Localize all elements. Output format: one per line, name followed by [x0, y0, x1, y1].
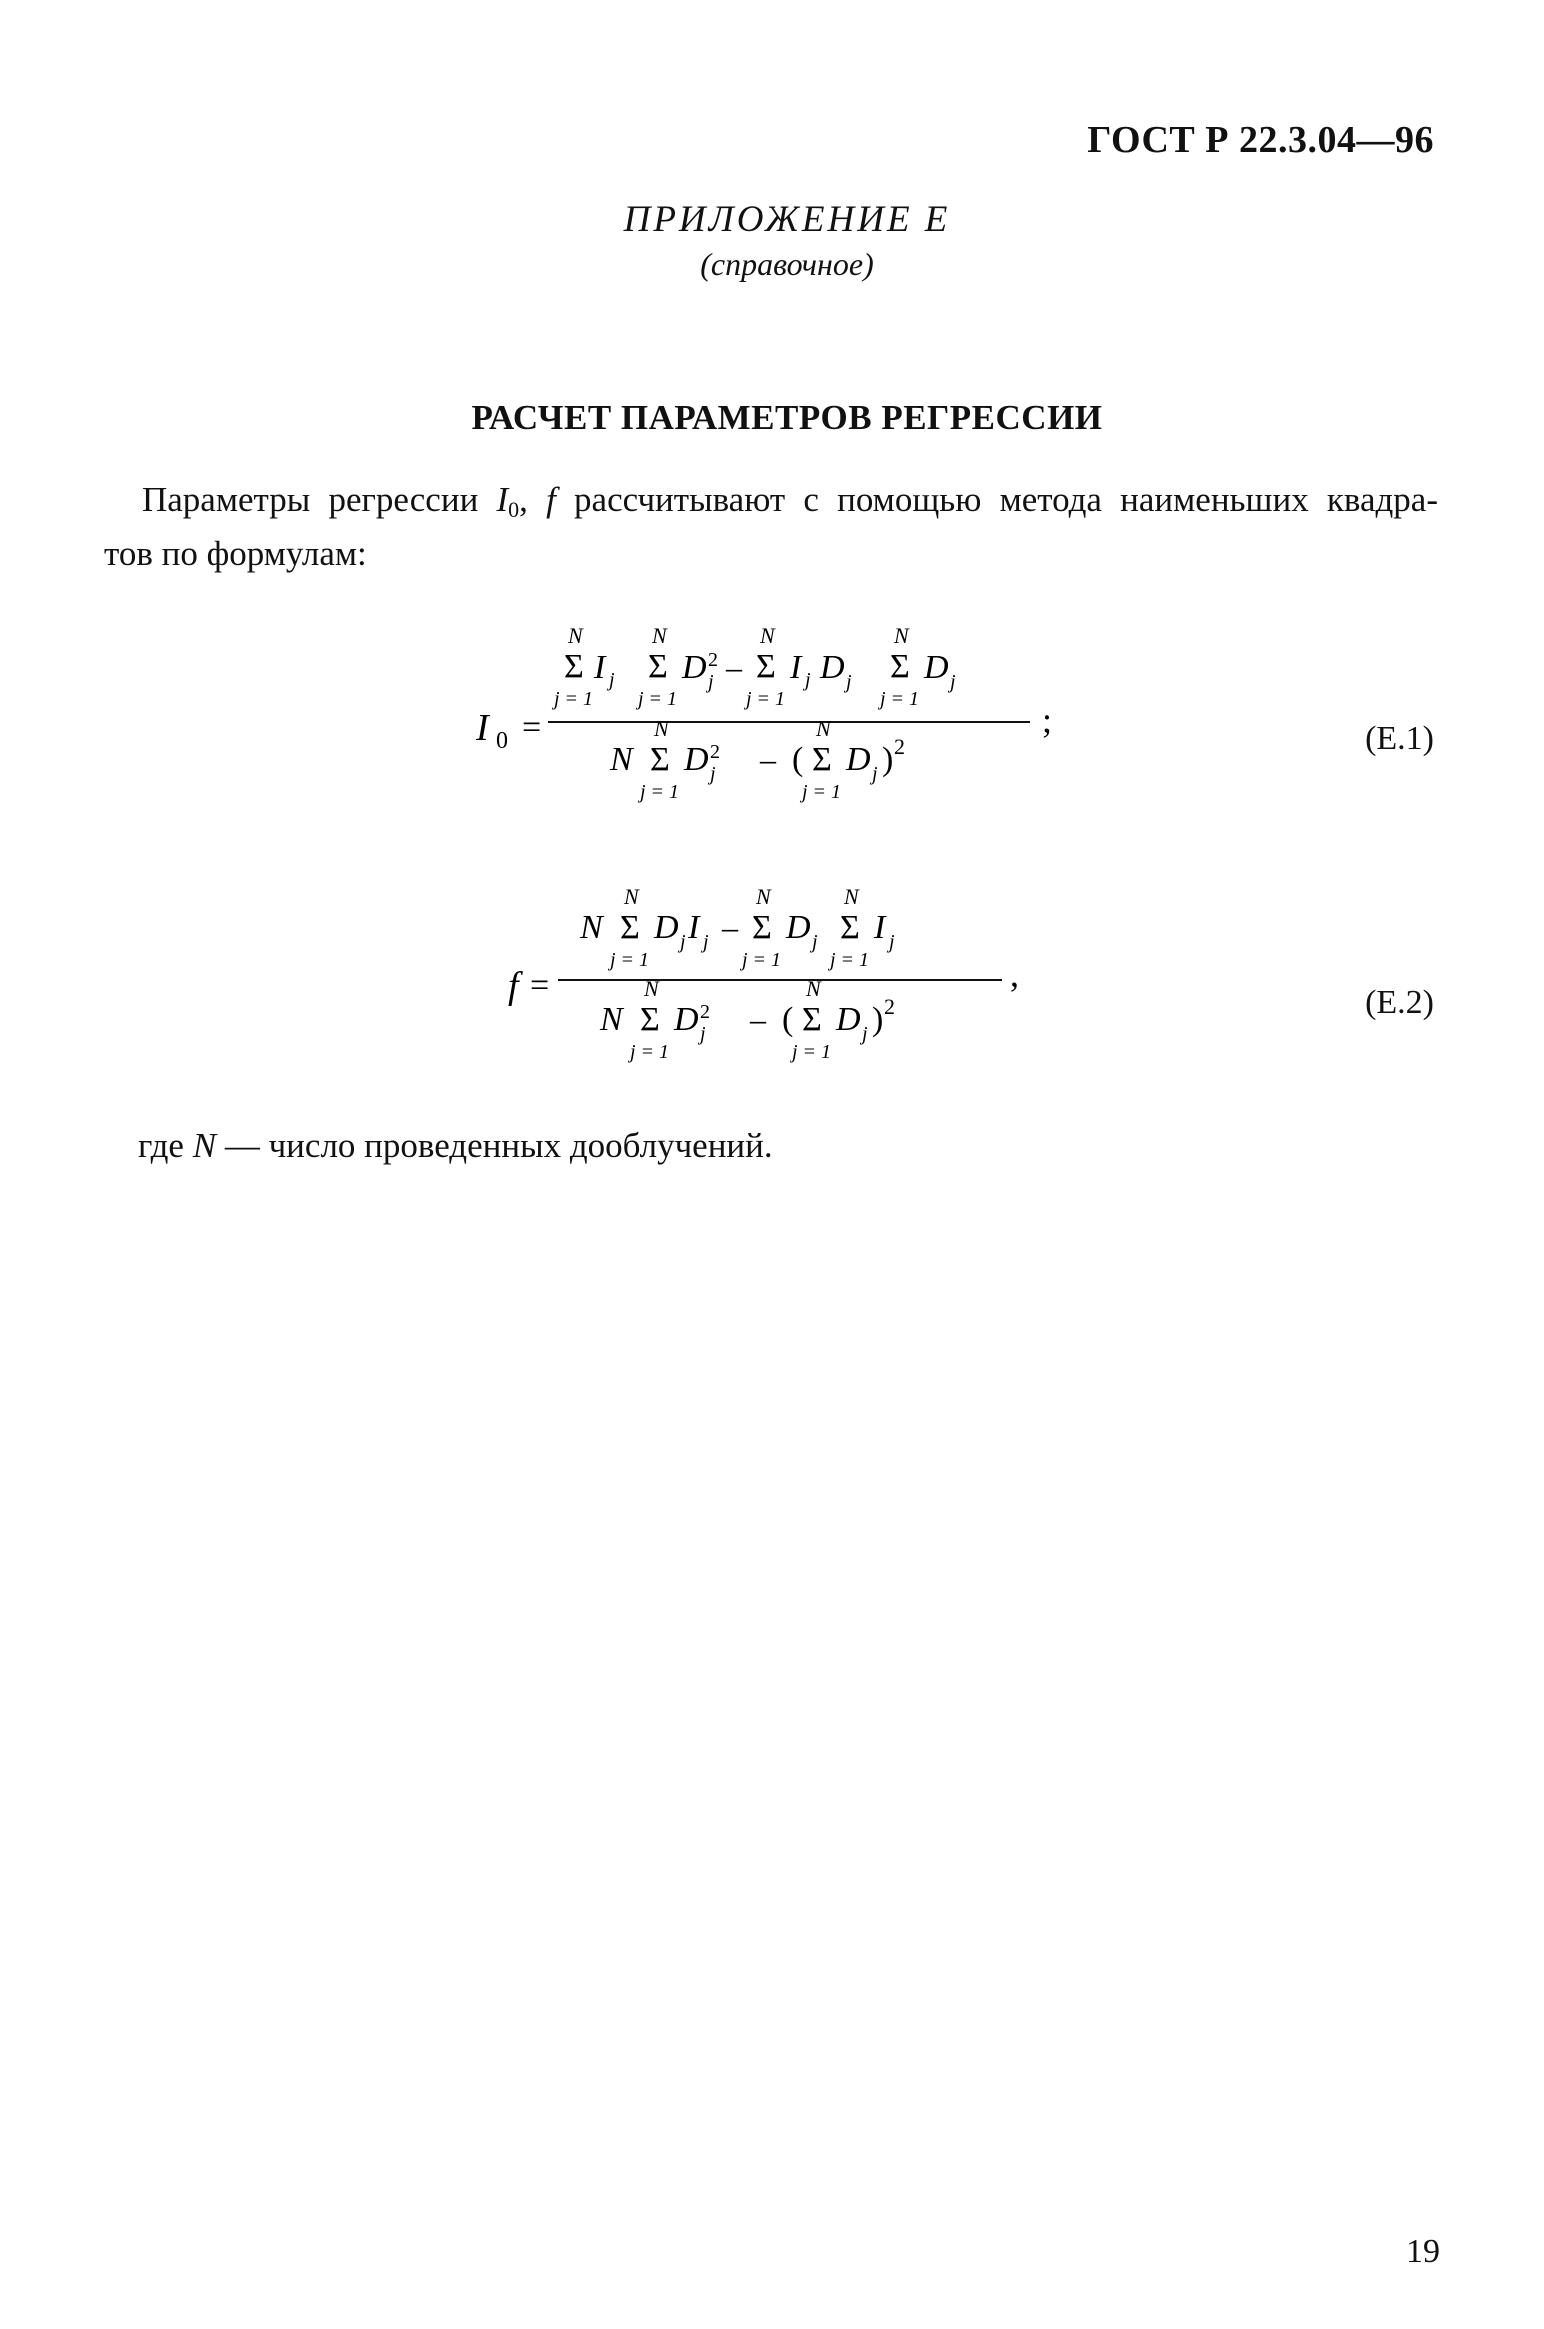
paren-close: ) — [882, 741, 894, 778]
sup-2: 2 — [894, 734, 905, 759]
sum-upper: N — [624, 884, 639, 909]
term-I: I — [790, 649, 802, 686]
terminator: , — [1010, 954, 1019, 994]
sum-lower: j = 1 — [746, 688, 786, 710]
page-number: 19 — [1406, 2233, 1440, 2270]
where-clause — [138, 1126, 773, 1166]
sup-2: 2 — [710, 741, 720, 763]
formula-e1-svg — [470, 610, 1090, 840]
paren-open: ( — [782, 1001, 794, 1038]
standard-header: ГОСТ Р 22.3.04—96 — [1087, 119, 1434, 161]
equation-label-e1: (E.1) — [1365, 720, 1434, 757]
var-f: f — [546, 480, 556, 519]
term-D: D — [924, 649, 949, 686]
term-N: N — [600, 1001, 623, 1038]
intro-line-2: тов по формулам: — [104, 534, 367, 573]
equals-sign: = — [522, 709, 542, 746]
sup-2: 2 — [884, 994, 895, 1019]
sub-j: j — [889, 931, 895, 953]
sum-lower: j = 1 — [554, 688, 594, 710]
term-I: I — [688, 909, 700, 946]
term-N: N — [610, 741, 633, 778]
term-D: D — [684, 741, 709, 778]
numerator — [579, 884, 895, 971]
sum-upper: N — [760, 623, 775, 648]
sum-upper: N — [654, 716, 669, 741]
sub-j: j — [680, 931, 686, 953]
sigma: Σ — [802, 1001, 822, 1038]
sigma: Σ — [564, 648, 584, 685]
sum-lower: j = 1 — [640, 781, 680, 803]
appendix-note: (справочное) — [700, 246, 874, 282]
term-N: N — [580, 909, 603, 946]
sum-lower: j = 1 — [880, 688, 920, 710]
minus: – — [750, 1001, 766, 1037]
section-title: РАСЧЕТ ПАРАМЕТРОВ РЕГРЕССИИ — [471, 398, 1103, 437]
sub-j: j — [700, 1023, 706, 1045]
denominator — [609, 716, 905, 803]
lhs-var: I — [476, 707, 489, 749]
sum-upper: N — [806, 976, 821, 1001]
lhs-sub: 0 — [496, 728, 508, 754]
term-D: D — [820, 649, 845, 686]
sum-lower: j = 1 — [742, 949, 782, 971]
term-D: D — [682, 649, 707, 686]
sub-j: j — [872, 763, 878, 785]
formula-e2-svg — [500, 880, 1060, 1090]
sum-lower: j = 1 — [630, 1041, 670, 1063]
var-n: N — [192, 1126, 217, 1165]
sub-j: j — [846, 671, 852, 693]
term-D: D — [674, 1001, 699, 1038]
sigma: Σ — [640, 1001, 660, 1038]
sub-j: j — [703, 931, 709, 953]
equals-sign: = — [530, 967, 550, 1004]
formula-e1 — [470, 610, 1090, 845]
numerator — [551, 623, 956, 710]
sum-lower: j = 1 — [830, 949, 870, 971]
sigma: Σ — [756, 648, 776, 685]
intro-text: Параметры регрессии — [142, 480, 497, 519]
minus: – — [760, 741, 776, 777]
sum-upper: N — [894, 623, 909, 648]
sub-j: j — [950, 671, 956, 693]
sigma: Σ — [812, 741, 832, 778]
comma: , — [519, 480, 547, 519]
sigma: Σ — [840, 909, 860, 946]
paren-close: ) — [872, 1001, 884, 1038]
term-I: I — [874, 909, 886, 946]
sigma: Σ — [650, 741, 670, 778]
sub-j: j — [609, 669, 615, 691]
where-prefix: где — [138, 1126, 193, 1165]
intro-paragraph — [104, 478, 1438, 576]
sub-j: j — [812, 931, 818, 953]
terminator: ; — [1042, 700, 1053, 740]
sum-upper: N — [844, 884, 859, 909]
sigma: Σ — [620, 909, 640, 946]
sub-j: j — [862, 1023, 868, 1045]
sum-lower: j = 1 — [638, 688, 678, 710]
term-D: D — [846, 741, 871, 778]
var-i: I — [496, 480, 509, 519]
sub-0: 0 — [508, 497, 520, 522]
intro-text-2: рассчитывают с помощью метода наименьших квадра- — [555, 480, 1438, 519]
appendix-title: ПРИЛОЖЕНИЕ Е — [623, 199, 951, 240]
term-D: D — [836, 1001, 861, 1038]
where-suffix: — число проведенных дооблучений. — [216, 1126, 773, 1165]
sum-upper: N — [756, 884, 771, 909]
sum-lower: j = 1 — [610, 949, 650, 971]
minus: – — [722, 909, 738, 945]
formula-e2 — [500, 880, 1060, 1095]
sup-2: 2 — [700, 1001, 710, 1023]
denominator — [599, 976, 895, 1063]
minus: – — [726, 649, 742, 685]
equation-label-e2: (E.2) — [1365, 984, 1434, 1021]
paren-open: ( — [792, 741, 804, 778]
lhs-var: f — [508, 965, 519, 1007]
sigma: Σ — [890, 648, 910, 685]
sigma: Σ — [648, 648, 668, 685]
sigma: Σ — [752, 909, 772, 946]
sum-upper: N — [644, 976, 659, 1001]
sum-upper: N — [568, 623, 583, 648]
term-I: I — [594, 649, 606, 686]
sum-lower: j = 1 — [792, 1041, 832, 1063]
sum-upper: N — [652, 623, 667, 648]
term-D: D — [786, 909, 811, 946]
sum-lower: j = 1 — [802, 781, 842, 803]
sub-j: j — [805, 669, 811, 691]
sum-upper: N — [816, 716, 831, 741]
term-D: D — [654, 909, 679, 946]
intro-line-1 — [138, 478, 1438, 532]
sub-j: j — [710, 763, 716, 785]
sup-2: 2 — [708, 649, 718, 671]
sub-j: j — [708, 671, 714, 693]
